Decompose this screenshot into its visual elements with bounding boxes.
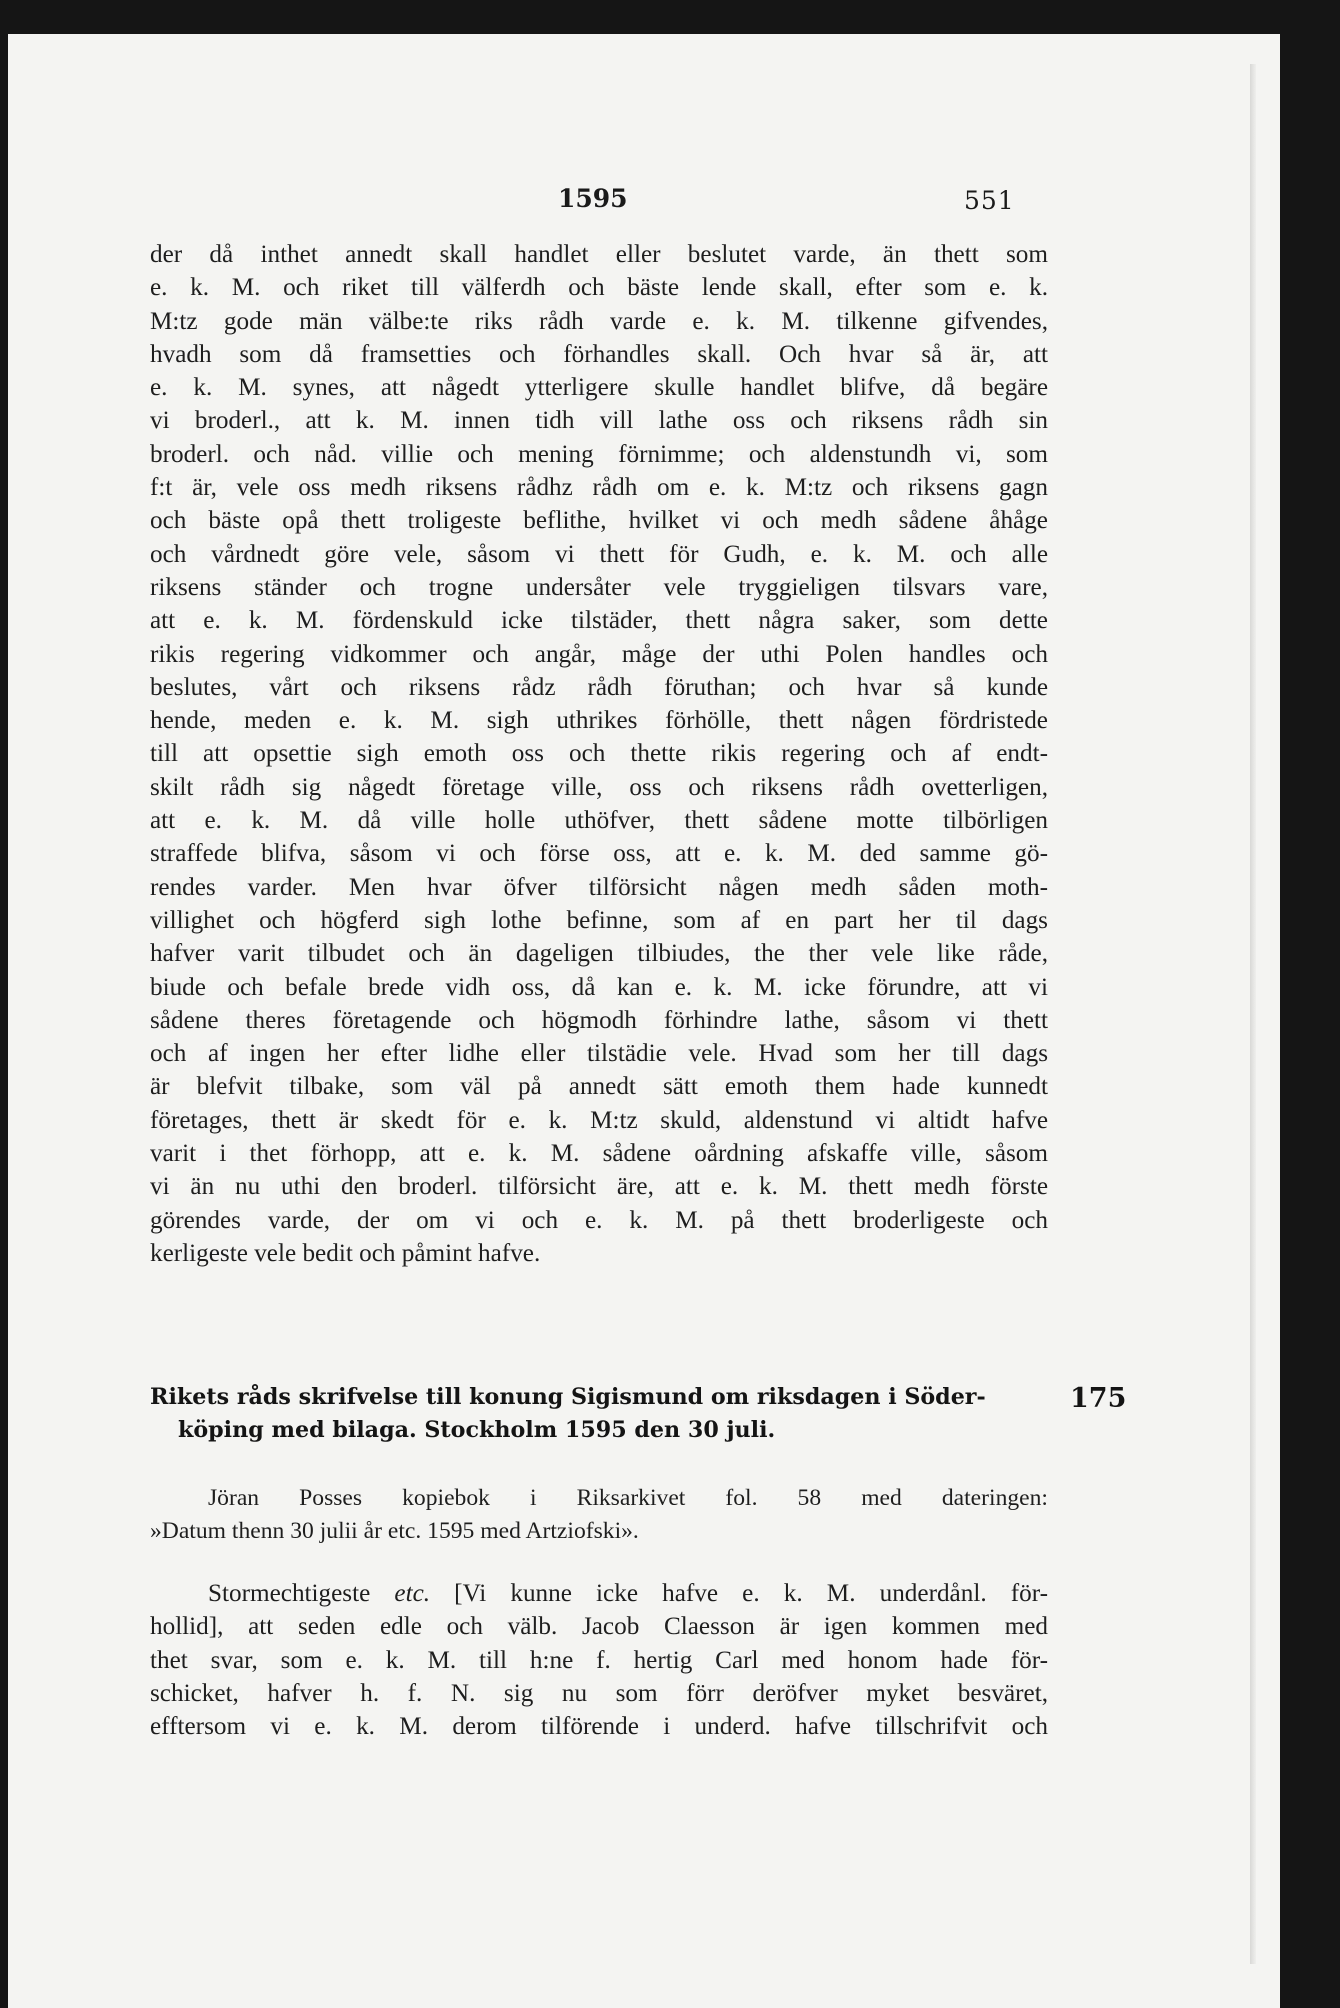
text-line: Stormechtigeste etc. [Vi kunne icke hafve e. k. M. underdånl. för- [208,1580,1048,1607]
text-line: e. k. M. och riket till välferdh och bäste lende skall, efter som e. k. [150,274,1048,302]
text-line: der då inthet annedt skall handlet eller beslutet varde, än thett som [150,241,1048,268]
text-line: att e. k. M. då ville holle uthöfver, thett sådene motte tilbörligen [150,807,1048,835]
document-heading [150,1381,1048,1447]
source-note [150,1482,1048,1549]
text-line: varit i thet förhopp, att e. k. M. sådene oårdning afskaffe ville, såsom [150,1140,1048,1168]
text-line: straffede blifva, såsom vi och förse oss, att e. k. M. ded samme gö- [150,840,1048,868]
running-header [8,184,1280,224]
text-line: M:tz gode män välbe:te riks rådh varde e. k. M. tilkenne gifvendes, [150,307,1048,335]
text-line: kerligeste vele bedit och påmint hafve. [150,1239,541,1267]
text-line: broderl. och nåd. villie och mening förnimme; och aldenstundh vi, som [150,440,1048,468]
page-edge-shadow [1250,64,1256,1964]
text-line: thet svar, som e. k. M. till h:ne f. hertig Carl med honom hade för- [150,1646,1048,1674]
heading-line-2: köping med bilaga. Stockholm 1595 den 30 juli. [178,1417,776,1443]
text-line: hvadh som då framsetties och förhandles skall. Och hvar så är, att [150,340,1048,368]
text-line: biude och befale brede vidh oss, då kan e. k. M. icke förundre, att vi [150,973,1048,1001]
header-year: 1595 [558,184,628,213]
source-note-line-1: Jöran Posses kopiebok i Riksarkivet fol. 58 med dateringen: [208,1485,1048,1511]
marginal-document-number: 175 [1070,1383,1127,1414]
text-line: riksens ständer och trogne undersåter vele tryggieligen tilsvars vare, [150,573,1048,601]
text-line: beslutes, vårt och riksens rådz rådh föruthan; och hvar så kunde [150,673,1048,701]
text-line: vi än nu uthi den broderl. tilförsicht äre, att e. k. M. thett medh förste [150,1173,1048,1201]
italic-etc: etc. [394,1580,431,1607]
text-line: villighet och högferd sigh lothe befinne, som af en part her til dags [150,906,1048,934]
text-line: hollid], att seden edle och välb. Jacob Claesson är igen kommen med [150,1613,1048,1641]
paragraph-letter-start [150,1577,1048,1743]
text-line: görendes varde, der om vi och e. k. M. på thett broderligeste och [150,1206,1048,1234]
text-line: att e. k. M. fördenskuld icke tilstäder, thett några saker, som dette [150,607,1048,635]
text-line: till att opsettie sigh emoth oss och thette rikis regering och af endt- [150,740,1048,768]
text-line: hafver varit tilbudet och än dageligen tilbiudes, the ther vele like råde, [150,940,1048,968]
source-note-line-2: »Datum thenn 30 julii år etc. 1595 med Artziofski». [150,1518,639,1545]
text-line: rikis regering vidkommer och angår, måge der uthi Polen handles och [150,640,1048,668]
heading-line-1: Rikets råds skrifvelse till konung Sigismund om riksdagen i Söder- [150,1384,986,1410]
text-line: och af ingen her efter lidhe eller tilstädie vele. Hvad som her till dags [150,1040,1048,1068]
text-line: f:t är, vele oss medh riksens rådhz rådh om e. k. M:tz och riksens gagn [150,474,1048,502]
text-line: e. k. M. synes, att någedt ytterligere skulle handlet blifve, då begäre [150,374,1048,402]
text-line: schicket, hafver h. f. N. sig nu som förr deröfver myket besväret, [150,1679,1048,1707]
text-line: hende, meden e. k. M. sigh uthrikes förhölle, thett någen fördristede [150,707,1048,735]
page-number: 551 [964,186,1015,215]
paragraph-letter-continuation [150,238,1048,1270]
text-line: skilt rådh sig någedt företage ville, oss och riksens rådh ovetterligen, [150,773,1048,801]
text-line: rendes varder. Men hvar öfver tilförsicht någen medh såden moth- [150,873,1048,901]
text-line: är blefvit tilbake, som väl på annedt sätt emoth them hade kunnedt [150,1073,1048,1101]
text-line: och vårdnedt göre vele, såsom vi thett för Gudh, e. k. M. och alle [150,540,1048,568]
text-line: sådene theres företagende och högmodh förhindre lathe, såsom vi thett [150,1006,1048,1034]
text-line: och bäste opå thett troligeste beflithe, hvilket vi och medh sådene åhåge [150,507,1048,535]
text-line: företages, thett är skedt för e. k. M:tz skuld, aldenstund vi altidt hafve [150,1106,1048,1134]
text-line: efftersom vi e. k. M. derom tilförende i underd. hafve tillschrifvit och [150,1713,1048,1741]
book-page [8,34,1280,2008]
text-line: vi broderl., att k. M. innen tidh vill lathe oss och riksens rådh sin [150,407,1048,435]
